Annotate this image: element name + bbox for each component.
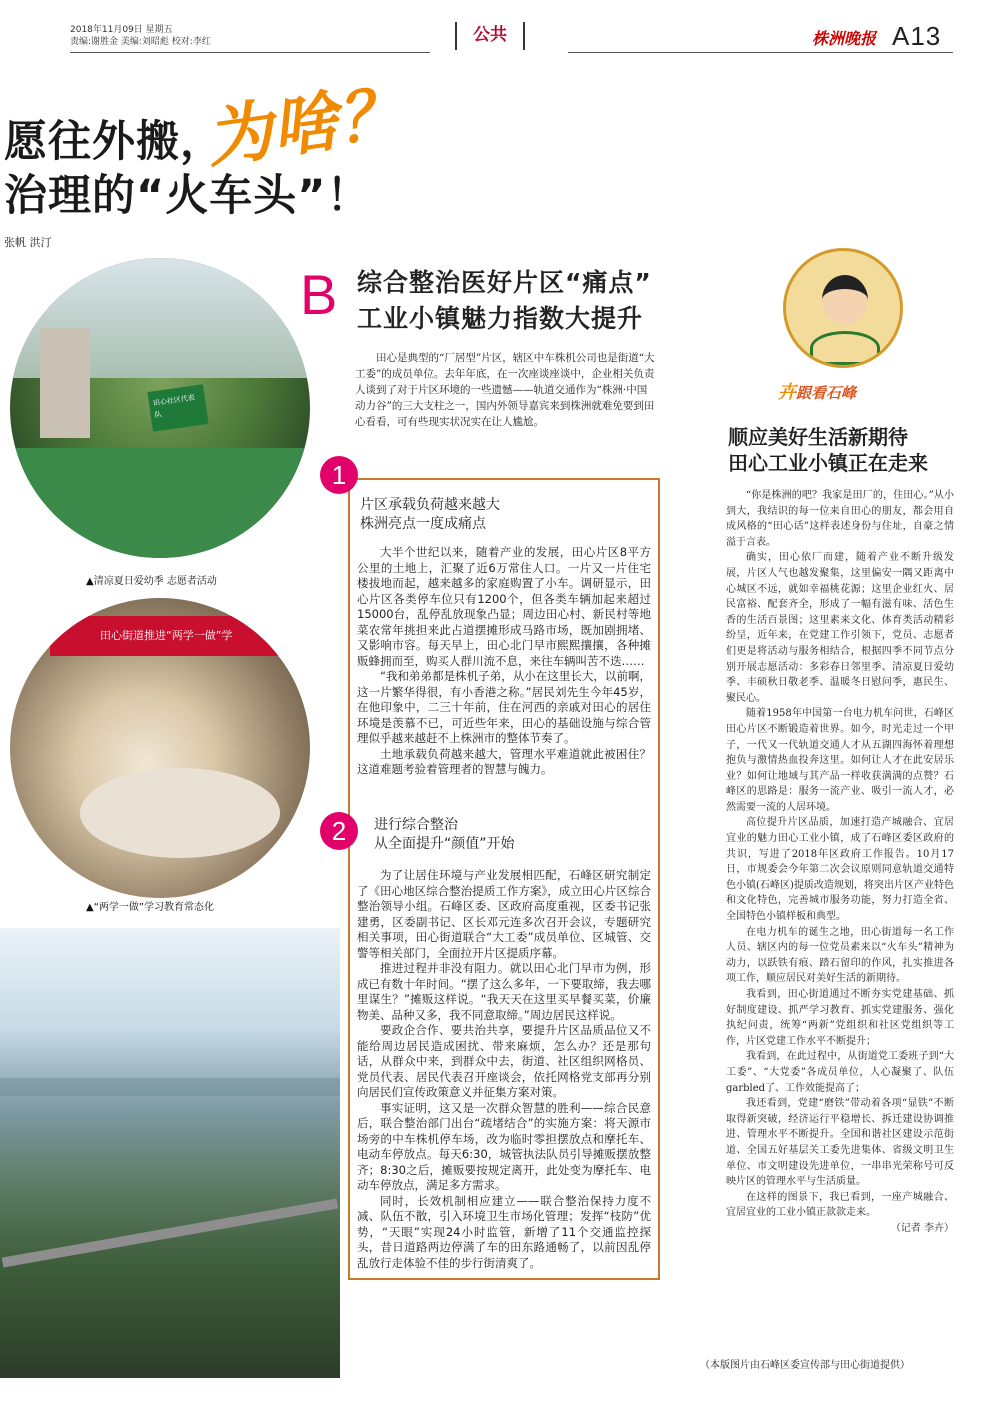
- photo-city-aerial: [0, 928, 340, 1378]
- header-editors: 责编:谢胜金 美编:刘昭彪 校对:李红: [70, 37, 211, 47]
- column-para: 随着1958年中国第一台电力机车问世，石峰区田心片区不断锻造着世界。如今，时光走过一个甲子，一代又一代轨道交通人才从五湖四海怀着理想抱负与激情热血投奔这里。如何让人才在此安居乐业？如何让地域与其产品一样收获满满的点赞？石峰区的思路是：服务一流产业、吸引一流人才，必然需要一流的人居环境。: [726, 708, 954, 813]
- sec1-para: 大半个世纪以来，随着产业的发展，田心片区8平方公里的土地上，汇聚了近6万常住人口。一片又一片住宅楼拔地而起，越来越多的家庭购置了小车。调研显示，田心片区各类停车位只有1200个，但各类车辆加起来超过15000台，乱停乱放现象凸显；周边田心村、新民村等地菜农常年挑担来此占道摆摊形成马路市场，既加剧拥堵、又影响市容。每天早上，田心北门早市熙熙攘攘，各种摊贩蜂拥而至，购买人群川流不息，来往车辆叫苦不迭……: [357, 545, 651, 668]
- byline: 张帆 洪汀: [4, 236, 52, 249]
- sec2-body: [357, 868, 651, 1271]
- header-rule-left: [70, 52, 430, 53]
- sec2-para: 推进过程并非没有阻力。就以田心北门早市为例，形成已有数十年时间。“摆了这么多年，一下要取缔，我去哪里谋生？”摊贩这样说。“我天天在这里买早餐买菜，价廉物美、品种又多，我不同意取缔。”周边居民这样说。: [357, 961, 651, 1022]
- photo-study-meeting: [10, 598, 310, 898]
- column-para: 我看到，田心街道通过不断夯实党建基础、抓好制度建设、抓严学习教育、抓实党建服务、强化执纪问责，统筹“两新”党组织和社区党组织等工作，片区党建工作水平不断提升；: [726, 989, 954, 1047]
- sec1-head1: 片区承载负荷越来越大: [360, 497, 500, 513]
- sec2-para: 为了让居住环境与产业发展相匹配，石峰区研究制定了《田心地区综合整治提质工作方案》，成立田心片区综合整治领导小组。石峰区委、区政府高度重视，区委书记张建勇，区委副书记、区长邓元连多次召开会议，专题研究相关事项，田心街道联合“大工委”成员单位、区城管、交警等相关部门，全面拉开片区提质序幕。: [357, 868, 651, 960]
- sec2-head2: 从全面提升“颜值”开始: [374, 836, 515, 852]
- column-tag: [778, 378, 856, 404]
- part-letter: B: [300, 263, 338, 326]
- sec2-para: 要政企合作、要共治共享，要提升片区品质品位又不能给周边居民造成困扰、带来麻烦，怎么办？还是那句话，从群众中来，到群众中去，街道、社区组织网格员、党员代表、居民代表召开座谈会，依托网格党支部再分别向居民们宣传政策意义并征集方案对策。: [357, 1023, 651, 1099]
- photo1-caption: ▲清凉夏日爱幼季 志愿者活动: [86, 576, 217, 587]
- sec1-para: 土地承载负荷越来越大，管理水平难道就此被困住？这道难题考验着管理者的智慧与魄力。: [357, 746, 651, 776]
- header-date: 2018年11月09日 星期五: [70, 25, 173, 35]
- photo-credit: （本版图片由石峰区委宣传部与田心街道提供）: [700, 1360, 910, 1371]
- column-tag-rest: 跟看石峰: [796, 384, 857, 402]
- photo1-building: [40, 328, 90, 438]
- partB-title2: 工业小镇魅力指数大提升: [357, 304, 644, 333]
- column-tag-char: 卉: [778, 382, 796, 403]
- column-para: 我还看到，党建“磨铁”带动着各项“显铁”不断取得新突破，经济运行平稳增长、拆迁建设协调推进、管理水平不断提升。全国和谐社区建设示范街道、全国五好基层关工委先进集体、省级文明卫生单位、市文明建设先进单位，一串串光荣称号可反映片区的管理水平与生活质量。: [726, 1098, 954, 1188]
- header-rule-right: [568, 52, 953, 53]
- city-skyline-band: [0, 1078, 340, 1096]
- sec1-body: [357, 545, 651, 778]
- sec2-head1: 进行综合整治: [374, 817, 458, 833]
- paper-name: 株洲晚报: [812, 29, 877, 48]
- photo2-caption: ▲“两学一做”学习教育常态化: [86, 902, 215, 913]
- sec1-head2: 株洲亮点一度成痛点: [360, 516, 486, 532]
- partB-title1: 综合整治医好片区“痛点”: [357, 268, 652, 297]
- page-number: A13: [892, 21, 942, 51]
- column-author: （记者 李卉）: [890, 1222, 954, 1234]
- column-para: “你是株洲的吧？我家是田厂的，住田心。”从小到大，我结识的每一位来自田心的朋友，都会用自成风格的“田心话”这样表述身份与住址，自豪之情溢于言表。: [726, 490, 954, 548]
- photo-volunteer-activity: [10, 258, 310, 558]
- sec2-number: 2: [320, 812, 358, 850]
- photo2-table: [80, 768, 280, 858]
- photo1-field: [10, 448, 310, 558]
- sec2-para: 事实证明，这又是一次群众智慧的胜利——综合民意后，联合整治部门出台“疏堵结合”的实施方案：将天源市场旁的中车株机停车场，改为临时零担摆放点和摩托车、电动车停放点。每天6:30，城管执法队员引导摊贩摆放整齐；8:30之后，摊贩要按规定离开，此处变为摩托车、电动车停放点，满足多方需求。: [357, 1100, 651, 1192]
- city-road: [2, 1199, 339, 1268]
- column-para: 在这样的图景下，我已看到，一座产城融合、宜居宜业的工业小镇正款款走来。: [726, 1191, 954, 1219]
- section-label: 公共: [455, 22, 525, 50]
- column-title1: 顺应美好生活新期待: [728, 425, 908, 449]
- photo2-banner: 田心街道推进“两学一做”学: [50, 616, 290, 656]
- headline-line1: 愿往外搬，: [4, 117, 224, 167]
- headline-line2: 治理的“火车头”！: [4, 171, 371, 221]
- column-para: 我看到，在此过程中，从街道党工委班子到“大工委”、“大党委”各成员单位，人心凝聚了、队伍garbled了、工作效能提高了；: [726, 1051, 954, 1094]
- avatar-bike: [810, 331, 880, 365]
- column-para: 高位提升片区品质，加速打造产城融合、宜居宜业的魅力田心工业小镇，成了石峰区委区政府的共识，写进了2018年区政府工作报告。10月17日，市规委会今年第二次会议原则同意轨道交通特色小镇(石峰区)提质改造规划，将突出片区产业特色和文化特色，完善城市服务功能，努力打造全省、全国特色小镇样板和典型。: [726, 817, 954, 923]
- headline-accent: 为啥？: [201, 73, 409, 178]
- photo1-banner: 田心社区代表队: [147, 384, 208, 431]
- partB-intro: 田心是典型的“厂居型”片区，辖区中车株机公司也是街道“大工委”的成员单位。去年年底，在一次座谈座谈中，企业相关负责人谈到了对于片区环境的一些遗憾——轨道交通作为“株洲·中国动力谷”的三大支柱之一，国内外领导嘉宾来到株洲就难免要到田心看看，可有些现实状况实在让人尴尬。: [355, 352, 655, 428]
- column-para: 在电力机车的诞生之地，田心街道每一名工作人员、辖区内的每一位党员素来以“火车头”精神为动力，以跃铁有痕、踏石留印的作风，扎实推进各项工作，顺应居民对美好生活的新期待。: [726, 926, 954, 985]
- sec2-para: 同时，长效机制相应建立——联合整治保持力度不减、队伍不散，引入环境卫生市场化管理；发挥“枝防”优势，“天眼”实现24小时监管，新增了11个交通监控探头，昔日道路两边停满了车的田东路通畅了，以前因乱停乱放行走体验不佳的步行街清爽了。: [357, 1193, 651, 1270]
- column-title2: 田心工业小镇正在走来: [728, 451, 928, 475]
- column-body: [726, 488, 954, 1237]
- columnist-avatar: [783, 248, 903, 368]
- avatar-face: [822, 275, 868, 325]
- column-para: 确实，田心依厂而建，随着产业不断升级发展，片区人气也越发聚集，这里偏安一隅又距离中心城区不远，就如幸福桃花源；这里企业红火、居民富裕、配套齐全，形成了一幅有滋有味、活色生香的生活百景图；这里素来文化、体育类活动精彩纷呈，近年来，在党建工作引领下，党员、志愿者们更是将活动与服务相结合，根据四季不同节点分别开展志愿活动：多彩春日邻里季、清凉夏日爱幼季、丰硕秋日敬老季、温暖冬日慰问季，惠民生、聚民心。: [726, 552, 954, 704]
- sec1-para: “我和弟弟都是株机子弟，从小在这里长大，以前啊，这一片繁华得很，有小香港之称。”居民刘先生今年45岁，在他印象中，二三十年前，住在河西的亲戚对田心的居住环境是羡慕不已，可近些年来，田心的基础设施与综合管理似乎越来越赶不上株洲市的整体节奏了。: [357, 669, 651, 745]
- sec1-number: 1: [320, 456, 358, 494]
